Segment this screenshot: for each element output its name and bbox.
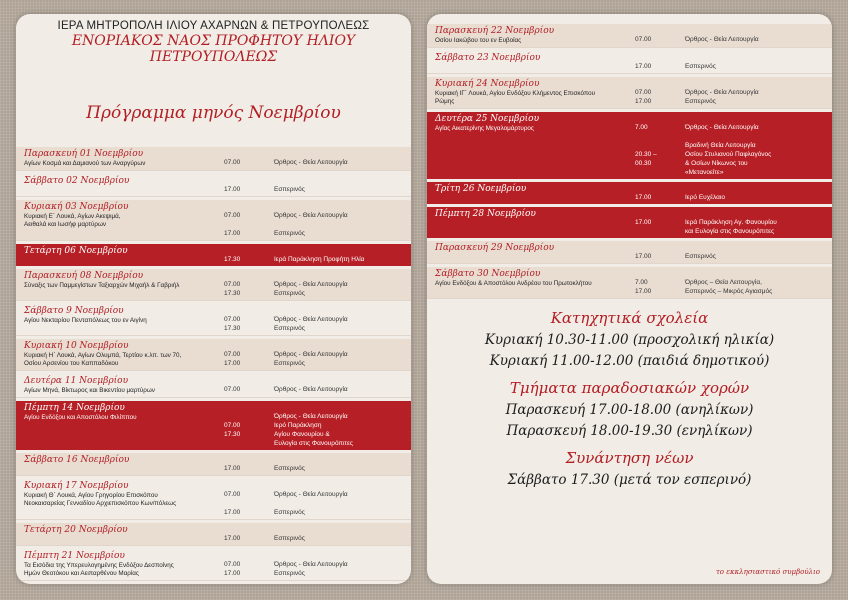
row-time: 17.00 [635, 194, 652, 201]
schedule-row [427, 182, 832, 204]
row-service: Όρθρος - Θεία Λειτουργία [274, 413, 348, 420]
row-times [635, 243, 685, 261]
row-services [274, 176, 411, 194]
row-times [224, 525, 274, 543]
row-day: Παρασκευή 08 Νοεμβρίου [24, 271, 144, 281]
row-service: Ιερό Παράκληση [274, 422, 322, 429]
row-times [224, 341, 274, 368]
row-day: Κυριακή 10 Νοεμβρίου [24, 341, 129, 351]
row-time: 17.30 [224, 325, 241, 332]
row-time: 07.00 [224, 561, 241, 568]
row-service: Εσπερινός [274, 230, 305, 237]
row-service: Όρθρος - Θεία Λειτουργία [274, 159, 348, 166]
row-times [635, 209, 685, 236]
row-times [224, 551, 274, 578]
row-time [224, 412, 274, 421]
activity-section [427, 449, 832, 488]
activities-sections [427, 309, 832, 488]
row-service: Όρθρος - Θεία Λειτουργία [274, 316, 348, 323]
row-times [635, 79, 685, 106]
row-day-cell [16, 176, 224, 194]
schedule-row [16, 244, 411, 266]
row-day: Δευτέρα 11 Νοεμβρίου [24, 376, 129, 386]
row-day: Πέμπτη 21 Νοεμβρίου [24, 551, 125, 561]
row-time: 07.00 [224, 316, 241, 323]
row-description: Κυριακή Η΄ Λουκά, Αγίων Ολυμπά, Τερτίου κ.λπ. των 70, [24, 352, 182, 359]
row-time: 00.30 [635, 160, 652, 167]
row-description: Κυριακή Ε΄ Λουκά, Αγίων Ακεψιμά, [24, 213, 121, 220]
row-service: Εσπερινός [685, 253, 716, 260]
row-time: 07.00 [224, 212, 241, 219]
row-service: Ιερά Παράκληση Αγ. Φανουρίου [685, 219, 777, 226]
row-day-cell [427, 184, 635, 202]
schedule-row [427, 77, 832, 109]
row-service: Εσπερινός [274, 186, 305, 193]
row-service [685, 132, 832, 141]
row-services [274, 271, 411, 298]
row-day: Σάββατο 30 Νοεμβρίου [435, 269, 541, 279]
row-description: Οσίου Αρσενίου του Καππαδόκου [24, 360, 119, 367]
row-service: Εσπερινός [274, 325, 305, 332]
row-services [685, 269, 832, 296]
row-service: Όρθρος - Θεία Λειτουργία [274, 351, 348, 358]
row-service: Όρθρος - Θεία Λειτουργία [274, 386, 348, 393]
schedule-row [16, 339, 411, 371]
row-time [635, 141, 685, 150]
row-time: 17.00 [224, 535, 241, 542]
row-time: 17.00 [224, 570, 241, 577]
row-day-cell [16, 455, 224, 473]
row-service: Ιερά Παράκληση Προφήτη Ηλία [274, 256, 365, 263]
row-service: Εσπερινός [274, 509, 305, 516]
row-service: Όρθρος - Θεία Λειτουργία [685, 89, 759, 96]
schedule-row [427, 267, 832, 299]
row-service: Εσπερινός [685, 63, 716, 70]
schedule-row [427, 24, 832, 48]
row-service: Όρθρος – Θεία Λειτουργία, [685, 279, 762, 286]
row-description: Αγίων Μηνά, Βίκτωρος και Βικεντίου μαρτύρων [24, 387, 155, 394]
schedule-row [16, 479, 411, 520]
row-day-cell [427, 26, 635, 45]
schedule-row [427, 112, 832, 179]
row-day-cell [16, 551, 224, 578]
row-description: Αγίων Κοσμά και Δαμιανού των Αναργύρων [24, 160, 146, 167]
row-time [224, 499, 274, 508]
row-times [635, 53, 685, 71]
row-day: Πέμπτη 28 Νοεμβρίου [435, 209, 536, 219]
row-time: 17.30 [224, 290, 241, 297]
row-time: 07.00 [224, 386, 241, 393]
row-service: & Οσίων Νίκωνος του [685, 160, 748, 167]
row-time: 17.00 [224, 230, 241, 237]
row-services [685, 243, 832, 261]
row-time: 17.00 [635, 288, 652, 295]
schedule-row [16, 269, 411, 301]
activity-section [427, 379, 832, 439]
schedule-row [16, 549, 411, 581]
row-time: 17.00 [635, 98, 652, 105]
row-services [685, 79, 832, 106]
row-service: Ευλογία στις Φανουρόπιτες [274, 440, 353, 447]
row-times [224, 455, 274, 473]
row-day: Τρίτη 26 Νοεμβρίου [435, 184, 527, 194]
schedule-row [16, 200, 411, 241]
row-times [224, 271, 274, 298]
row-description: Αγίου Ενδόξου & Αποστόλου Ανδρέου του Πρωτοκλήτου [435, 280, 592, 287]
row-description: Αγίου Νεκταρίου Πενταπόλεως του εν Αιγίνη [24, 317, 147, 324]
row-description: Αγίας Αικατερίνης Μεγαλομάρτυρος [435, 125, 534, 132]
row-service: και Ευλογία στις Φανουρόπιτες [685, 228, 775, 235]
row-services [274, 376, 411, 395]
row-services [274, 149, 411, 168]
row-service: Ιερό Ευχέλαιο [685, 194, 725, 201]
row-time: 17.00 [224, 465, 241, 472]
row-day-cell [427, 79, 635, 106]
row-times [635, 184, 685, 202]
row-time: 17.30 [224, 256, 241, 263]
activity-title: Τμήματα παραδοσιακών χορών [509, 379, 750, 397]
row-day-cell [427, 243, 635, 261]
row-day-cell [427, 269, 635, 296]
parish-title: ΕΝΟΡΙΑΚΟΣ ΝΑΟΣ ΠΡΟΦΗΤΟΥ ΗΛΙΟΥ ΠΕΤΡΟΥΠΟΛΕΩΣ [71, 33, 356, 65]
row-time: 7.00 [635, 279, 648, 286]
row-day: Κυριακή 17 Νοεμβρίου [24, 481, 129, 491]
row-times [224, 246, 274, 264]
row-times [224, 176, 274, 194]
row-times [635, 26, 685, 45]
row-services [685, 26, 832, 45]
row-time: 07.00 [224, 491, 241, 498]
row-service: Εσπερινός – Μικρός Αγιασμός [685, 288, 773, 295]
row-day-cell [16, 246, 224, 264]
row-time: 07.00 [224, 351, 241, 358]
row-time [224, 220, 274, 229]
schedule-row [16, 147, 411, 171]
row-day: Πέμπτη 14 Νοεμβρίου [24, 403, 125, 413]
row-service: Αγίου Φανουρίου & [274, 431, 330, 438]
row-day-cell [427, 209, 635, 236]
row-description: Τα Εισόδια της Υπερευλογημένης Ενδόξου Δεσποίνης [24, 562, 174, 569]
activity-line: Σάββατο 17.30 (μετά τον εσπερινό) [507, 472, 752, 488]
row-day-cell [16, 376, 224, 395]
row-description: Αειθαλά και Ιωσήφ μαρτύρων [24, 221, 107, 228]
activity-title: Συνάντηση νέων [565, 449, 694, 467]
row-services [274, 525, 411, 543]
row-time: 07.00 [224, 422, 241, 429]
row-services [685, 184, 832, 202]
row-day: Παρασκευή 22 Νοεμβρίου [435, 26, 555, 36]
row-services [274, 455, 411, 473]
row-services [274, 551, 411, 578]
row-day: Παρασκευή 01 Νοεμβρίου [24, 149, 144, 159]
row-day: Κυριακή 03 Νοεμβρίου [24, 202, 129, 212]
row-service: Εσπερινός [274, 570, 305, 577]
row-times [224, 202, 274, 238]
metropolis-title: ΙΕΡΑ ΜΗΤΡΟΠΟΛΗ ΙΛΙΟΥ ΑΧΑΡΝΩΝ & ΠΕΤΡΟΥΠΟΛΕΩΣ [57, 20, 370, 32]
activity-section [427, 309, 832, 369]
row-services [685, 53, 832, 71]
schedule-row [16, 453, 411, 476]
row-day: Σάββατο 16 Νοεμβρίου [24, 455, 130, 465]
schedule-row [16, 374, 411, 398]
row-service: Βραδινή Θεία Λειτουργία [685, 142, 756, 149]
row-times [224, 306, 274, 333]
row-day: Τετάρτη 06 Νοεμβρίου [24, 246, 128, 256]
row-day: Τετάρτη 20 Νοεμβρίου [24, 525, 128, 535]
row-day-cell [16, 271, 224, 298]
row-service: «Μετανοείτε» [685, 169, 724, 176]
row-service: Οσίου Στυλιανού Παφλαγόνος [685, 151, 772, 158]
row-time: 07.00 [635, 89, 652, 96]
row-services [274, 202, 411, 238]
row-time [635, 132, 685, 141]
row-services [274, 481, 411, 517]
row-day: Σάββατο 23 Νοεμβρίου [435, 53, 541, 63]
row-service: Όρθρος - Θεία Λειτουργία [274, 212, 348, 219]
schedule-row [16, 304, 411, 336]
row-service [274, 499, 411, 508]
row-service: Όρθρος - Θεία Λειτουργία [685, 124, 759, 131]
row-service: Όρθρος - Θεία Λειτουργία [274, 561, 348, 568]
row-description: Οσίου Ιακώβου του εν Ευβοίας [435, 37, 522, 44]
row-service: Εσπερινός [274, 535, 305, 542]
row-service [274, 220, 411, 229]
row-service: Εσπερινός [274, 465, 305, 472]
header [16, 20, 411, 123]
row-day-cell [427, 53, 635, 71]
row-day: Κυριακή 24 Νοεμβρίου [435, 79, 540, 89]
row-time: 20.30 – [635, 151, 657, 158]
left-panel [16, 14, 411, 584]
row-time: 17.00 [635, 219, 652, 226]
right-schedule-list [427, 24, 832, 299]
row-services [274, 341, 411, 368]
row-time: 17.00 [224, 186, 241, 193]
activity-line: Παρασκευή 18.00-19.30 (ενηλίκων) [506, 423, 753, 439]
row-description: Σύναξις των Παμμεγίστων Ταξιαρχών Μιχαήλ & Γαβριήλ [24, 282, 180, 289]
row-service: Όρθρος - Θεία Λειτουργία [274, 281, 348, 288]
left-schedule-list [16, 147, 411, 581]
row-day-cell [16, 149, 224, 168]
program-title: Πρόγραμμα μηνός Νοεμβρίου [86, 103, 341, 123]
row-service: Όρθρος - Θεία Λειτουργία [685, 36, 759, 43]
schedule-row [427, 51, 832, 74]
row-time: 17.00 [224, 360, 241, 367]
row-services [685, 114, 832, 177]
row-description: Αγίου Ενδόξου και Αποστόλου Φιλίππου [24, 414, 137, 421]
schedule-row [427, 241, 832, 264]
schedule-row [16, 174, 411, 197]
row-day: Παρασκευή 29 Νοεμβρίου [435, 243, 555, 253]
row-day: Σάββατο 9 Νοεμβρίου [24, 306, 124, 316]
row-description: Κυριακή ΙΓ΄ Λουκά, Αγίου Ενδόξου Κλήμεντος Επισκόπου [435, 90, 596, 97]
row-day: Σάββατο 02 Νοεμβρίου [24, 176, 130, 186]
row-description: Ρώμης [435, 98, 455, 105]
row-services [685, 209, 832, 236]
row-time: 7.00 [635, 124, 648, 131]
row-day-cell [16, 341, 224, 368]
row-day: Δευτέρα 25 Νοεμβρίου [435, 114, 540, 124]
row-times [224, 376, 274, 395]
schedule-row [16, 523, 411, 546]
row-day-cell [427, 114, 635, 177]
schedule-row [16, 401, 411, 450]
activity-line: Κυριακή 10.30-11.00 (προσχολική ηλικία) [484, 332, 775, 348]
row-description: Κυριακή Θ΄ Λουκά, Αγίου Γρηγορίου Επισκόπου [24, 492, 158, 499]
row-time: 17.30 [224, 431, 241, 438]
row-service: Όρθρος - Θεία Λειτουργία [274, 491, 348, 498]
credit: το εκκλησιαστικό συμβούλιο [715, 568, 820, 576]
row-day-cell [16, 306, 224, 333]
schedule-row [427, 207, 832, 238]
right-panel [427, 14, 832, 584]
row-time: 17.00 [635, 253, 652, 260]
row-description: Νεοκαισαρείας Γενναδίου Αρχιεπισκόπου Κων/πόλεως [24, 500, 177, 507]
row-time: 17.00 [224, 509, 241, 516]
row-day-cell [16, 525, 224, 543]
row-times [635, 114, 685, 177]
row-services [274, 306, 411, 333]
row-times [224, 149, 274, 168]
row-service: Εσπερινός [685, 98, 716, 105]
row-service: Εσπερινός [274, 290, 305, 297]
row-service: Εσπερινός [274, 360, 305, 367]
row-day-cell [16, 202, 224, 238]
row-day-cell [16, 481, 224, 517]
activity-line: Κυριακή 11.00-12.00 (παιδιά δημοτικού) [489, 353, 770, 369]
row-times [635, 269, 685, 296]
row-times [224, 481, 274, 517]
row-time: 07.00 [635, 36, 652, 43]
row-time: 17.00 [635, 63, 652, 70]
row-services [274, 403, 411, 448]
activity-title: Κατηχητικά σχολεία [550, 309, 709, 327]
row-time: 07.00 [224, 159, 241, 166]
activity-line: Παρασκευή 17.00-18.00 (ανηλίκων) [505, 402, 754, 418]
row-day-cell [16, 403, 224, 448]
row-times [224, 403, 274, 448]
row-services [274, 246, 411, 264]
row-description: Ημών Θεοτόκου και Αειπαρθένου Μαρίας [24, 570, 139, 577]
row-time: 07.00 [224, 281, 241, 288]
